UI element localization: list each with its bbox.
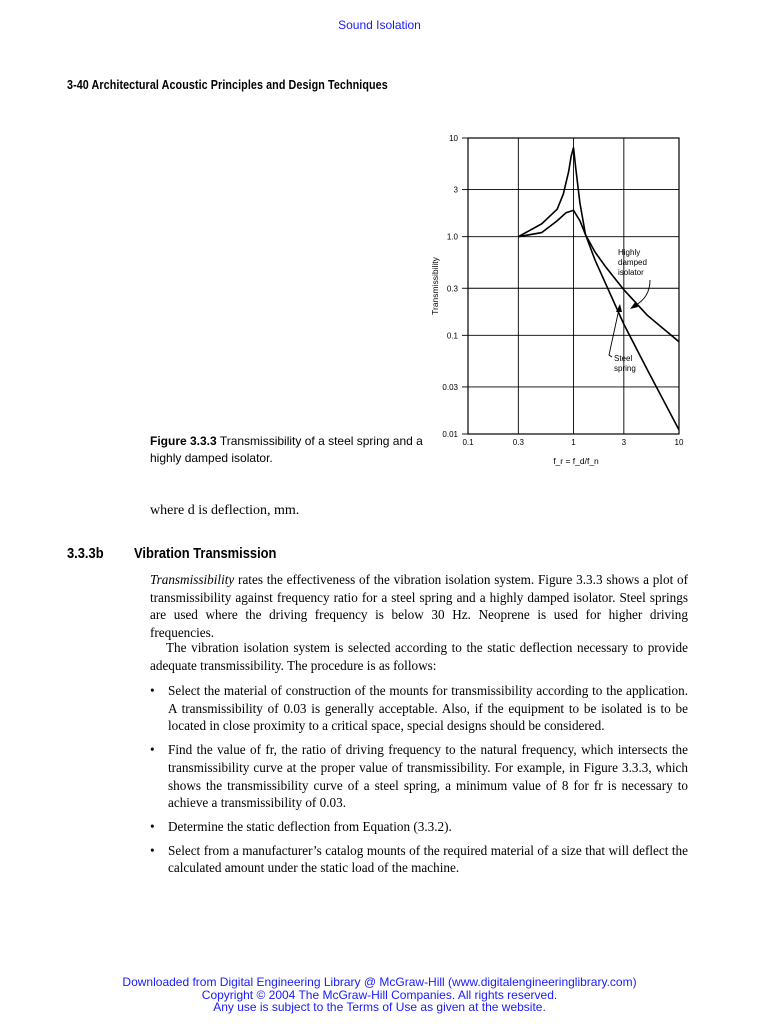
annotation-text: spring bbox=[614, 364, 636, 373]
annotation-arrowhead bbox=[630, 301, 638, 309]
list-item: • Select the material of construction of the mounts for transmissibility according to the application. A transmissibility of 0.03 is generally acceptable. Also, if the equipment to be isolated is to be located in close proximity to a critical space, special designs should be considered. bbox=[150, 682, 688, 735]
x-axis-label: f_r = f_d/f_n bbox=[553, 456, 599, 466]
annotation-text: damped bbox=[618, 258, 647, 267]
procedure-list bbox=[150, 682, 688, 883]
x-tick-label: 10 bbox=[674, 438, 684, 447]
transmissibility-chart bbox=[418, 128, 686, 473]
chart-grid bbox=[462, 138, 679, 434]
annotation-text: isolator bbox=[618, 268, 644, 277]
y-axis-label: Transmissibility bbox=[430, 257, 440, 315]
y-tick-labels bbox=[442, 134, 458, 439]
section-header-link[interactable]: Sound Isolation bbox=[338, 18, 421, 32]
list-item: • Determine the static deflection from Equation (3.3.2). bbox=[150, 818, 688, 836]
paragraph: The vibration isolation system is selected according to the static deflection necessary to provide adequate transmissibility. The procedure is as follows: bbox=[150, 640, 688, 673]
paragraph-text: rates the effectiveness of the vibration isolation system. Figure 3.3.3 shows a plot of transmissibility against frequency ratio for a steel spring and a highly damped isolator. Steel springs are used where the driving frequency is below 30 Hz. Neoprene is used for higher driving frequencies. bbox=[150, 572, 688, 641]
where-line: where d is deflection, mm. bbox=[150, 503, 300, 518]
x-tick-label: 0.3 bbox=[512, 438, 524, 447]
footer-copyright: Copyright © 2004 The McGraw-Hill Companies. All rights reserved. bbox=[201, 987, 558, 1002]
figure-label: Figure 3.3.3 bbox=[150, 434, 217, 448]
figure-caption-text: Transmissibility of a steel spring and a highly damped isolator. bbox=[150, 434, 423, 465]
section-title: Vibration Transmission bbox=[134, 545, 277, 562]
y-tick-label: 10 bbox=[449, 134, 458, 143]
list-item: • Select from a manufacturer’s catalog mounts of the required material of a size that will deflect the calculated amount under the static load of the machine. bbox=[150, 842, 688, 877]
x-tick-label: 3 bbox=[621, 438, 627, 447]
footer-terms-link[interactable]: Any use is subject to the Terms of Use as given at the website. bbox=[213, 1000, 546, 1014]
figure-caption bbox=[150, 433, 440, 467]
y-tick-label: 0.01 bbox=[442, 430, 458, 439]
paragraph bbox=[150, 571, 688, 642]
annotation-text: Highly bbox=[618, 248, 641, 257]
list-item: • Find the value of fr, the ratio of driving frequency to the natural frequency, which intersects the transmissibility curve at the proper value of transmissibility. For example, in Figure 3.3.3, which shows the transmissibility curve of a steel spring, a minimum value of 8 for fr is necessary to achieve a transmissibility of 0.03. bbox=[150, 741, 688, 812]
footer bbox=[0, 976, 759, 1014]
running-head: 3-40 Architectural Acoustic Principles and Design Techniques bbox=[67, 78, 388, 92]
y-tick-label: 3 bbox=[453, 185, 458, 195]
footer-link[interactable]: Downloaded from Digital Engineering Library @ McGraw-Hill (www.digitalengineeringlibrary.com) bbox=[122, 975, 637, 989]
y-tick-label: 1.0 bbox=[446, 232, 458, 242]
y-tick-label: 0.1 bbox=[446, 331, 458, 341]
x-tick-labels bbox=[462, 438, 684, 447]
x-tick-label: 1 bbox=[571, 438, 576, 447]
term-emphasis: Transmissibility bbox=[150, 572, 235, 587]
section-number: 3.3.3b bbox=[67, 545, 104, 562]
damped-isolator-curve bbox=[518, 210, 679, 341]
x-tick-label: 0.1 bbox=[462, 438, 474, 447]
annotation-arrow bbox=[609, 309, 619, 357]
y-tick-label: 0.03 bbox=[442, 382, 458, 392]
annotation-arrow bbox=[634, 280, 650, 306]
y-tick-label: 0.3 bbox=[446, 284, 458, 294]
annotation-text: Steel bbox=[614, 354, 633, 363]
